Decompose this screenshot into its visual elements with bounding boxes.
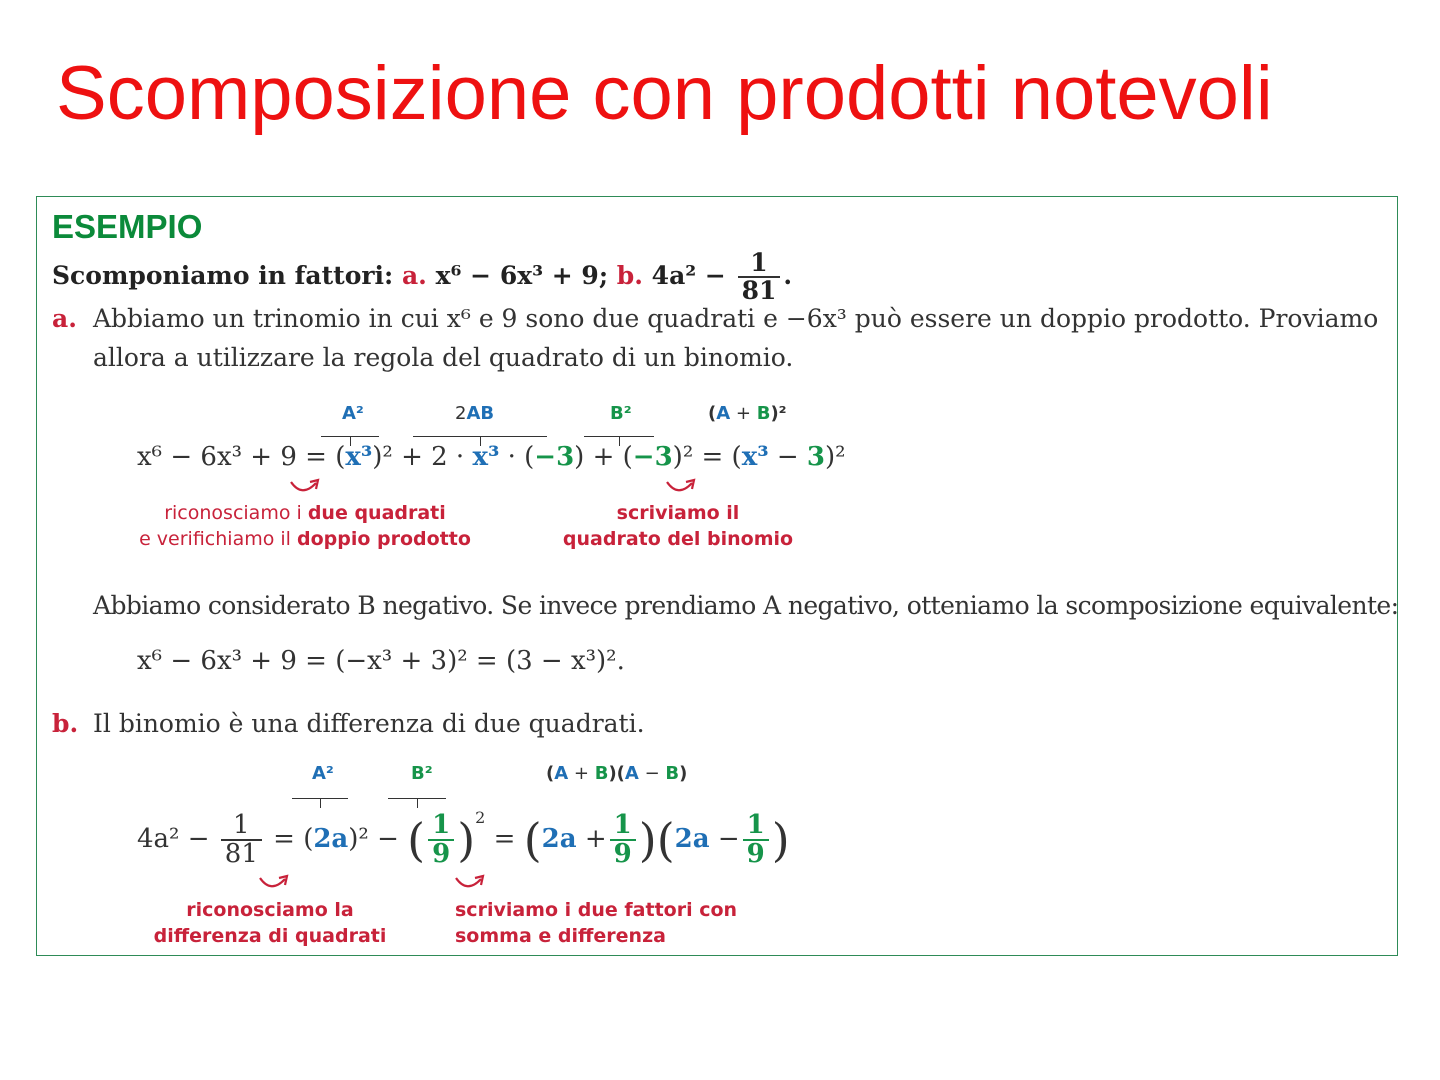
part-a-label: a. [52,304,77,333]
page-title: Scomposizione con prodotti notevoli [56,51,1273,136]
intro-b-label: b. [616,260,643,290]
equation-a: x⁶ − 6x³ + 9 = (x³)² + 2 · x³ · (−3) + (−3)² = (x³ − 3)² [137,442,846,472]
curved-arrow-icon [453,874,489,894]
annotation-factors: (A + B)(A − B) [546,763,688,784]
part-b-line1: Il binomio è una differenza di due quadrati. [93,709,645,738]
curved-arrow-icon [257,874,293,894]
note-differenza-quadrati: riconosciamo la differenza di quadrati [153,899,387,947]
annotation-b-A2: A² [312,763,334,784]
curved-arrow-icon [288,478,324,498]
part-a-after: Abbiamo considerato B negativo. Se invece prendiamo A negativo, otteniamo la scomposizione equivalente: [93,591,1399,620]
note-due-fattori: scriviamo i due fattori con somma e differenza [455,899,738,947]
bracket-2AB [413,436,547,437]
intro-b-expr: 4a² − [651,260,726,290]
intro-b-fraction: $\frac{1}{81}$ [738,250,781,305]
annotation-A2: A² [342,403,364,424]
annotation-B2: B² [610,403,632,424]
equation-a2: x⁶ − 6x³ + 9 = (−x³ + 3)² = (3 − x³)². [137,646,625,676]
fraction-1-81: $\frac{1}{81}$ [221,812,262,869]
bracket-A2 [321,436,379,437]
part-a-line2: allora a utilizzare la regola del quadrato di un binomio. [93,343,794,372]
bracket-B2 [584,436,654,437]
curved-arrow-icon [664,478,700,498]
annotation-A-plus-B-squared: (A + B)² [708,403,787,424]
part-b-label: b. [52,709,79,738]
bracket-b-B2 [388,798,446,799]
example-heading: ESEMPIO [52,208,203,245]
annotation-b-B2: B² [411,763,433,784]
intro-a-label: a. [401,260,427,290]
fraction-1-9: $\frac{1}{9}$ [428,812,454,869]
intro-lead: Scomponiamo in fattori: [52,260,394,290]
intro-a-expr: x⁶ − 6x³ + 9; [435,260,609,290]
bracket-b-A2 [292,798,348,799]
note-due-quadrati: riconosciamo i due quadrati e verifichiamo il doppio prodotto [139,502,471,550]
example-intro: Scomponiamo in fattori: a. x⁶ − 6x³ + 9; b. 4a² − $\frac{1}{81}$ . [52,248,793,306]
part-a-line1: Abbiamo un trinomio in cui x⁶ e 9 sono due quadrati e −6x³ può essere un doppio prodotto. Proviamo [93,304,1379,333]
note-quadrato-binomio: scriviamo il quadrato del binomio [562,502,794,550]
equation-b: 4a² − $\frac{1}{81}$ = (2a)² − ( $\frac{1}{9}$ )$^2$ = (2a + $\frac{1}{9}$ )(2a − $\frac{1}{9}$ ) [137,808,790,869]
annotation-2AB: 2AB [455,403,495,424]
